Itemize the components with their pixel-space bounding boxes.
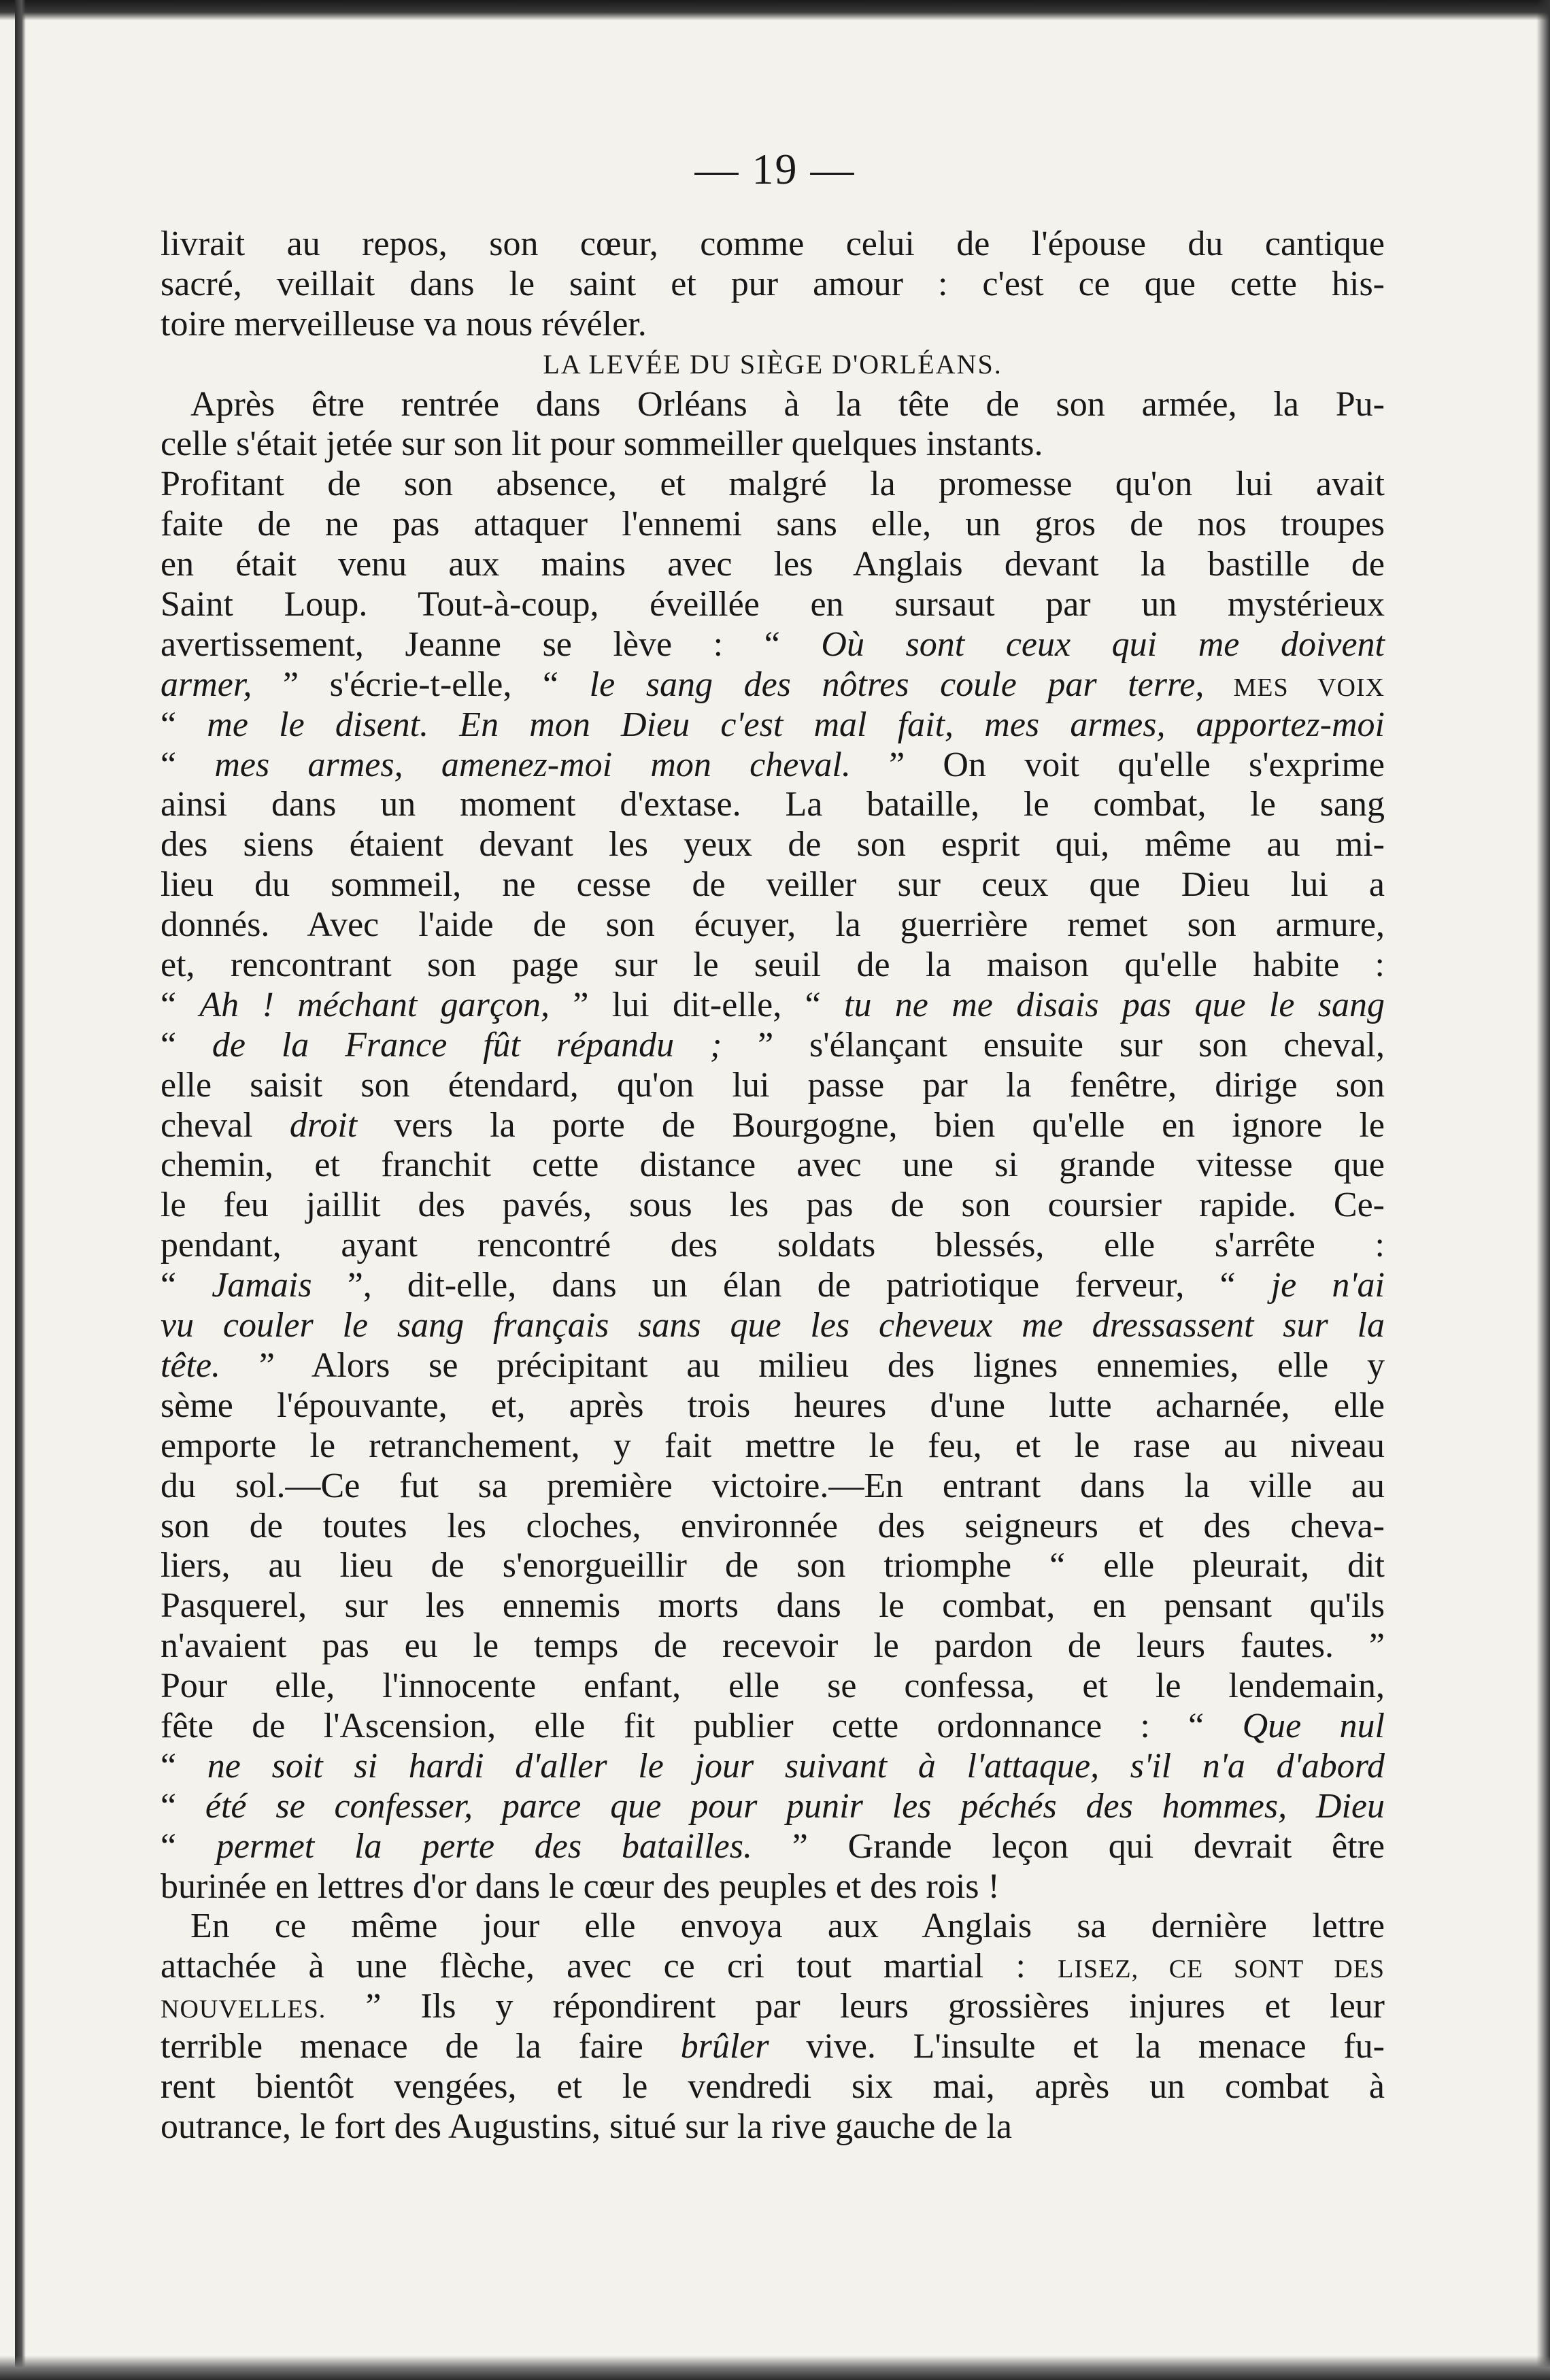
text-span: Profitant de son absence, et malgré la promesse qu'on lui avait: [161, 465, 1385, 504]
text-line: [161, 465, 1385, 505]
text-line: [161, 1507, 1385, 1547]
text-line: [161, 1626, 1385, 1666]
text-line: [161, 505, 1385, 545]
text-line: [161, 2027, 1385, 2067]
text-line: [161, 1426, 1385, 1466]
text-span: Pasquerel, sur les ennemis morts dans le combat, en pensant qu'ils: [161, 1586, 1385, 1626]
text-span: Ah ! méchant garçon,: [199, 985, 550, 1024]
text-span: ” Grande leçon qui devrait être: [752, 1826, 1385, 1866]
text-span: “: [161, 705, 207, 744]
text-span: ” On voit qu'elle s'exprime: [850, 745, 1385, 784]
text-span: n'avaient pas eu le temps de recevoir le pardon de leurs fautes. ”: [161, 1626, 1385, 1666]
text-span: ”, dit-elle, dans un élan de patriotique ferveur, “: [311, 1266, 1271, 1305]
text-line: [161, 2067, 1385, 2107]
text-span: “: [161, 1746, 207, 1786]
text-line: [161, 545, 1385, 585]
text-span: brûler: [680, 2027, 769, 2066]
text-line: [161, 1907, 1385, 1947]
page-number: — 19 —: [694, 145, 856, 193]
text-line: [161, 1707, 1385, 1747]
text-span: Jamais: [212, 1266, 312, 1305]
text-span: le feu jaillit des pavés, sous les pas de son coursier rapide. Ce-: [161, 1186, 1385, 1225]
text-line: [161, 1066, 1385, 1106]
text-span: ” Ils y répondirent par leurs grossières injures et leur: [326, 1987, 1385, 2026]
text-line: [161, 1787, 1385, 1827]
text-span: permet la perte des batailles.: [216, 1826, 752, 1866]
text-line: [161, 825, 1385, 865]
text-span: faite de ne pas attaquer l'ennemi sans elle, un gros de nos troupes: [161, 505, 1385, 544]
text-span: terrible menace de la faire: [161, 2027, 681, 2066]
text-span: outrance, le fort des Augustins, situé sur la rive gauche de la: [161, 2107, 1012, 2146]
text-line: [161, 865, 1385, 905]
text-span: lieu du sommeil, ne cesse de veiller sur ceux que Dieu lui a: [161, 865, 1385, 905]
text-span: En ce même jour elle envoya aux Anglais sa dernière lettre: [190, 1907, 1385, 1946]
scan-edge-right: [1536, 0, 1550, 2380]
text-line: [161, 265, 1385, 305]
text-line: [161, 1947, 1385, 1987]
text-line: [161, 1346, 1385, 1386]
text-line: [161, 2107, 1385, 2147]
text-line: [161, 1747, 1385, 1787]
text-span: je n'ai: [1270, 1266, 1385, 1305]
scan-edge-bottom: [0, 2356, 1550, 2380]
text-line: [161, 305, 1385, 345]
text-span: vive. L'insulte et la menace fu-: [769, 2027, 1385, 2066]
text-span: attachée à une flèche, avec ce cri tout martial :: [161, 1947, 1058, 1986]
text-span: le sang des nôtres coule par terre,: [589, 665, 1204, 704]
text-span: celle s'était jetée sur son lit pour sommeiller quelques instants.: [161, 424, 1043, 464]
text-line: [161, 665, 1385, 705]
text-span: Après être rentrée dans Orléans à la tête de son armée, la Pu-: [190, 384, 1385, 424]
text-line: [161, 1226, 1385, 1266]
text-line: [161, 1306, 1385, 1346]
text-line: [161, 905, 1385, 945]
text-span: Pour elle, l'innocente enfant, elle se confessa, et le lendemain,: [161, 1666, 1385, 1706]
text-span: Que nul: [1242, 1706, 1385, 1745]
text-span: ” Alors se précipitant au milieu des lignes ennemies, elle y: [220, 1345, 1385, 1385]
text-line: [161, 1827, 1385, 1867]
text-line: [161, 625, 1385, 665]
text-line: [161, 1386, 1385, 1426]
text-span: ainsi dans un moment d'extase. La bataille, le combat, le sang: [161, 785, 1385, 824]
text-span: mes armes, amenez-moi mon cheval.: [214, 745, 851, 784]
text-span: vu couler le sang français sans que les cheveux me dressassent sur la: [161, 1306, 1385, 1345]
text-span: de la France fût répandu ;: [212, 1025, 722, 1065]
text-line: [161, 986, 1385, 1026]
text-span: ” lui dit-elle, “: [550, 985, 845, 1024]
text-line: [161, 785, 1385, 825]
text-span: elle saisit son étendard, qu'on lui passe par la fenêtre, dirige son: [161, 1065, 1385, 1105]
scan-edge-top: [0, 0, 1550, 20]
text-line: [161, 945, 1385, 986]
text-span: été se confesser, parce que pour punir les péchés des hommes, Dieu: [205, 1786, 1385, 1826]
text-line: [161, 1586, 1385, 1626]
text-line: [161, 1186, 1385, 1226]
text-span: droit: [289, 1105, 358, 1145]
text-span: “: [161, 745, 215, 784]
text-line: [161, 224, 1385, 265]
text-span: ” s'écrie-t-elle, “: [252, 665, 590, 704]
text-line: [161, 1867, 1385, 1907]
text-span: fête de l'Ascension, elle fit publier cette ordonnance : “: [161, 1706, 1243, 1745]
text-span: vers la porte de Bourgogne, bien qu'elle en ignore le: [357, 1105, 1385, 1145]
text-span: burinée en lettres d'or dans le cœur des peuples et des rois !: [161, 1866, 1000, 1906]
text-span: cheval: [161, 1105, 290, 1145]
text-line: [161, 424, 1385, 465]
text-span: avertissement, Jeanne se lève : “: [161, 624, 822, 664]
text-span: du sol.—Ce fut sa première victoire.—En entrant dans la ville au: [161, 1466, 1385, 1505]
text-line: [161, 1145, 1385, 1186]
text-span: emporte le retranchement, y fait mettre le feu, et le rase au niveau: [161, 1426, 1385, 1465]
text-line: [161, 1546, 1385, 1586]
text-span: NOUVELLES.: [161, 1995, 326, 2024]
text-line: [161, 705, 1385, 745]
text-span: ” s'élançant ensuite sur son cheval,: [722, 1025, 1385, 1065]
text-span: LISEZ, CE SONT DES: [1058, 1955, 1385, 1984]
text-span: son de toutes les cloches, environnée des seigneurs et des cheva-: [161, 1506, 1385, 1545]
text-span: pendant, ayant rencontré des soldats blessés, elle s'arrête :: [161, 1226, 1385, 1265]
text-span: me le disent. En mon Dieu c'est mal fait, mes armes, apportez-moi: [207, 705, 1385, 744]
text-span: toire merveilleuse va nous révéler.: [161, 304, 647, 343]
text-span: “: [161, 1826, 216, 1866]
text-line: [161, 385, 1385, 425]
body-text: [161, 224, 1385, 2147]
text-span: et, rencontrant son page sur le seuil de la maison qu'elle habite :: [161, 945, 1385, 985]
text-span: des siens étaient devant les yeux de son esprit qui, même au mi-: [161, 825, 1385, 865]
text-span: ne soit si hardi d'aller le jour suivant à l'attaque, s'il n'a d'abord: [207, 1746, 1385, 1786]
text-line: [161, 1106, 1385, 1146]
text-span: armer,: [161, 665, 252, 704]
text-line: [161, 1666, 1385, 1707]
text-span: chemin, et franchit cette distance avec une si grande vitesse que: [161, 1145, 1385, 1185]
text-span: MES VOIX: [1204, 673, 1385, 702]
text-span: donnés. Avec l'aide de son écuyer, la guerrière remet son armure,: [161, 905, 1385, 945]
text-span: liers, au lieu de s'enorgueillir de son triomphe “ elle pleurait, dit: [161, 1546, 1385, 1586]
text-span: “: [161, 985, 200, 1024]
text-line: [161, 585, 1385, 625]
text-line: [161, 1987, 1385, 2027]
text-span: “: [161, 1786, 205, 1826]
scan-edge-left: [15, 0, 26, 2380]
text-span: sème l'épouvante, et, après trois heures d'une lutte acharnée, elle: [161, 1386, 1385, 1425]
section-heading: LA LEVÉE DU SIÈGE D'ORLÉANS.: [543, 348, 1003, 380]
text-line: [161, 745, 1385, 786]
text-span: Saint Loup. Tout-à-coup, éveillée en sursaut par un mystérieux: [161, 585, 1385, 624]
text-span: tu ne me disais pas que le sang: [844, 985, 1385, 1024]
text-line: [161, 1466, 1385, 1507]
text-span: Où sont ceux qui me doivent: [821, 624, 1385, 664]
text-span: “: [161, 1266, 212, 1305]
text-span: livrait au repos, son cœur, comme celui de l'épouse du cantique: [161, 224, 1385, 263]
text-span: “: [161, 1025, 212, 1065]
text-span: rent bientôt vengées, et le vendredi six mai, après un combat à: [161, 2066, 1385, 2106]
text-span: tête.: [161, 1345, 221, 1385]
text-span: sacré, veillait dans le saint et pur amour : c'est ce que cette his-: [161, 264, 1385, 303]
text-span: en était venu aux mains avec les Anglais devant la bastille de: [161, 545, 1385, 584]
text-line: [161, 1026, 1385, 1066]
text-line: [161, 1266, 1385, 1306]
